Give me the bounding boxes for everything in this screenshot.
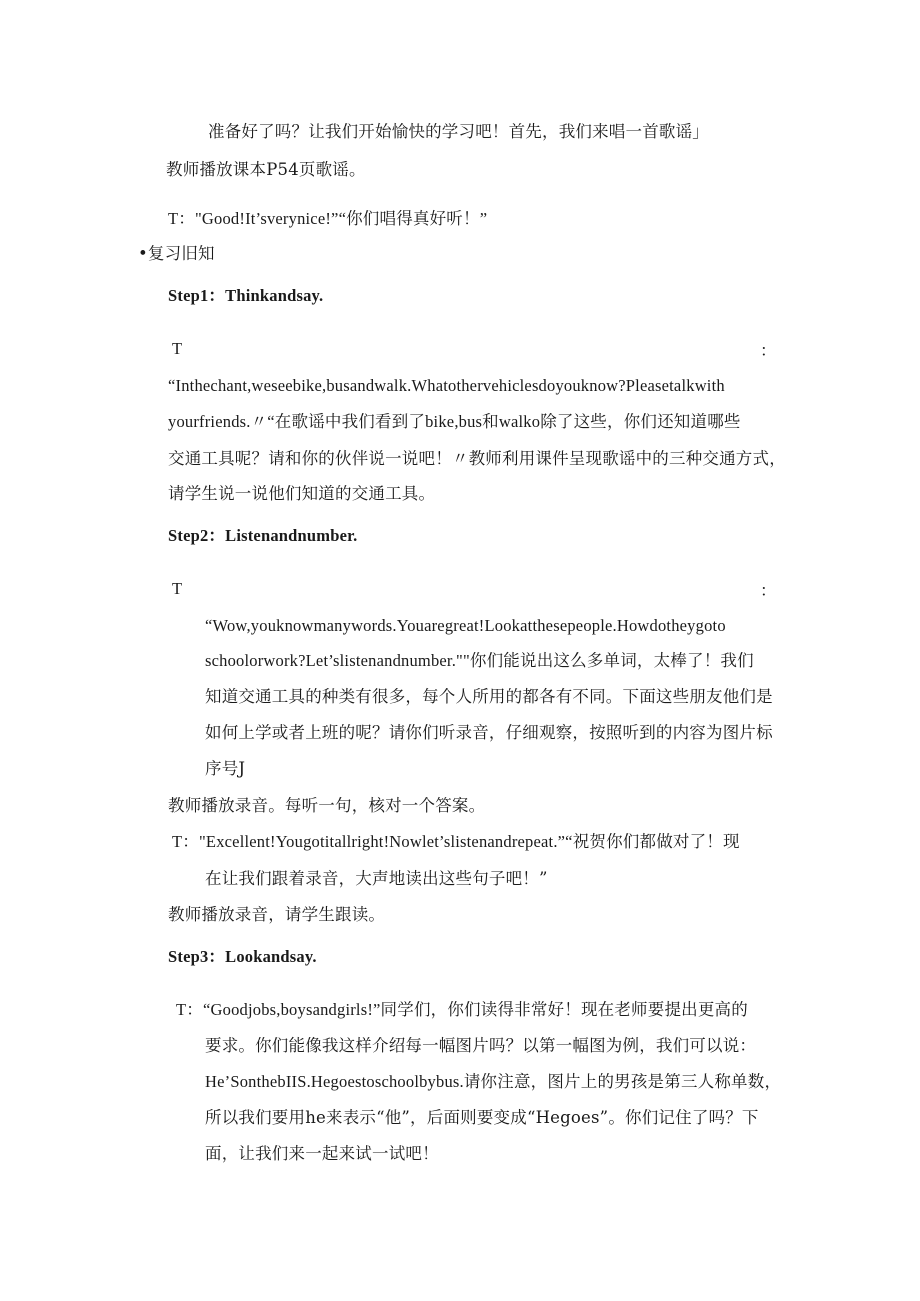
step2-line-3: 知道交通工具的种类有很多，每个人所用的都各有不同。下面这些朋友他们是 — [205, 687, 773, 706]
intro-line-1: 准备好了吗？让我们开始愉快的学习吧！首先，我们来唱一首歌谣」 — [208, 122, 709, 141]
step2-line-1: “Wow,youknowmanywords.Youaregreat!Lookatthesepeople.Howdotheygoto — [205, 616, 726, 635]
step2-note-1: 教师播放录音。每听一句，核对一个答案。 — [168, 796, 486, 815]
step2-t-line-2: 在让我们跟着录音，大声地读出这些句子吧！” — [205, 869, 548, 888]
step1-line-3: 交通工具呢？请和你的伙伴说一说吧！〃教师利用课件呈现歌谣中的三种交通方式， — [168, 449, 786, 468]
step2-line-5: 序号J — [205, 759, 246, 778]
step3-line-5: 面，让我们来一起来试一试吧！ — [205, 1144, 439, 1163]
step1-colon: ： — [760, 341, 777, 360]
step2-colon: ： — [760, 581, 777, 600]
step3-line-2: 要求。你们能像我这样介绍每一幅图片吗？以第一幅图为例，我们可以说： — [205, 1036, 757, 1055]
step1-line-2: yourfriends.〃“在歌谣中我们看到了bike,bus和walko除了这些，你们还知道哪些 — [168, 412, 741, 431]
step2-title: Step2：Listenandnumber. — [168, 526, 358, 545]
intro-line-2: 教师播放课本P54页歌谣。 — [166, 160, 366, 179]
step1-line-4: 请学生说一说他们知道的交通工具。 — [168, 484, 436, 503]
step2-t-line-1: T："Excellent!Yougotitallright!Nowlet’slistenandrepeat.”“祝贺你们都做对了！现 — [172, 832, 740, 851]
step1-title: Step1：Thinkandsay. — [168, 286, 324, 305]
step3-line-4: 所以我们要用he来表示“他”，后面则要变成“Hegoes”。你们记住了吗？下 — [205, 1108, 759, 1127]
review-heading: •复习旧知 — [138, 244, 215, 263]
step3-line-1: T：“Goodjobs,boysandgirls!”同学们，你们读得非常好！现在老师要提出更高的 — [176, 1000, 748, 1019]
intro-line-3: T："Good!It’sverynice!”“你们唱得真好听！” — [168, 209, 488, 228]
step2-note-2: 教师播放录音，请学生跟读。 — [168, 905, 386, 924]
step2-line-4: 如何上学或者上班的呢？请你们听录音，仔细观察，按照听到的内容为图片标 — [205, 723, 773, 742]
step1-line-1: “Inthechant,weseebike,busandwalk.Whatothervehiclesdoyouknow?Pleasetalkwith — [168, 376, 725, 395]
step3-line-3: He’SonthebIIS.Hegoestoschoolbybus.请你注意，图片上的男孩是第三人称单数， — [205, 1072, 782, 1091]
step1-speaker: T — [172, 339, 183, 358]
step2-line-2: schoolorwork?Let’slistenandnumber.""你们能说出这么多单词，太棒了！我们 — [205, 651, 754, 670]
step2-speaker: T — [172, 579, 183, 598]
step3-title: Step3：Lookandsay. — [168, 947, 317, 966]
